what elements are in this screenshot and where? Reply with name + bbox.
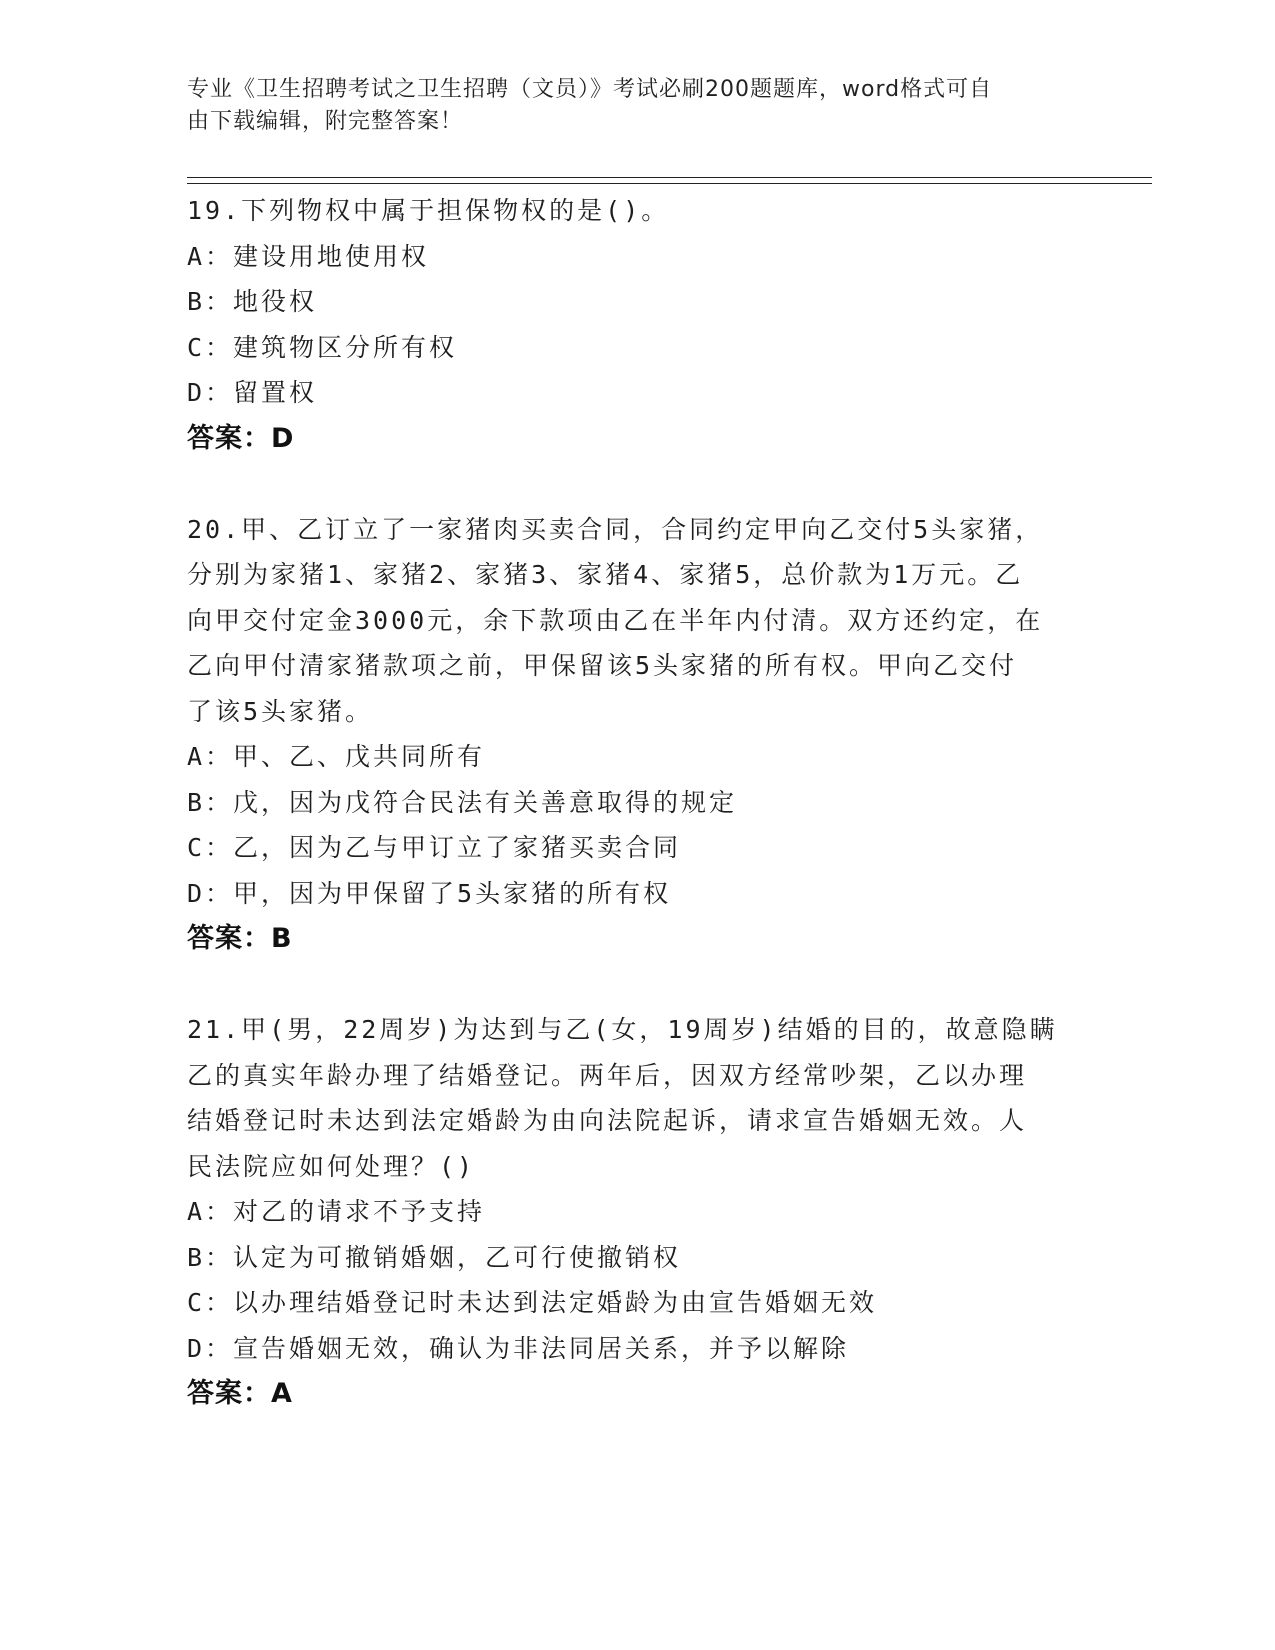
question-stem-line: 19.下列物权中属于担保物权的是()。 [187,196,670,225]
option-c: C：乙，因为乙与甲订立了家猪买卖合同 [187,833,682,862]
question-stem-line: 21.甲(男，22周岁)为达到与乙(女，19周岁)结婚的目的，故意隐瞒 [187,1015,1058,1044]
question-stem-line: 分别为家猪1、家猪2、家猪3、家猪4、家猪5，总价款为1万元。乙 [187,560,1024,589]
option-c: C：以办理结婚登记时未达到法定婚龄为由宣告婚姻无效 [187,1288,878,1317]
answer-line: 答案：B [187,923,293,954]
option-d: D：宣告婚姻无效，确认为非法同居关系，并予以解除 [187,1333,850,1363]
header-divider-bottom [187,183,1152,184]
question-stem-line: 结婚登记时未达到法定婚龄为由向法院起诉，请求宣告婚姻无效。人 [187,1106,1028,1135]
option-b: B：地役权 [187,287,318,316]
option-d: D：留置权 [187,378,318,407]
question-20 [187,507,1087,962]
option-b: B：戊，因为戊符合民法有关善意取得的规定 [187,787,738,817]
header-line-1: 专业《卫生招聘考试之卫生招聘（文员）》考试必刷200题题库，word格式可自 [187,77,993,102]
option-b: B：认定为可撤销婚姻，乙可行使撤销权 [187,1242,682,1272]
question-stem-line: 乙的真实年龄办理了结婚登记。两年后，因双方经常吵架，乙以办理 [187,1060,1028,1090]
header-line-2: 由下载编辑，附完整答案！ [187,109,464,134]
option-a: A：甲、乙、戊共同所有 [187,742,486,771]
option-a: A：建设用地使用权 [187,241,430,271]
question-stem-line: 了该5头家猪。 [187,696,374,726]
question-stem-line: 民法院应如何处理？() [187,1151,476,1181]
question-spacer [187,962,1087,1008]
question-spacer [187,461,1087,507]
question-list [187,188,1087,1417]
option-a: A：对乙的请求不予支持 [187,1197,486,1226]
option-d: D：甲，因为甲保留了5头家猪的所有权 [187,878,672,908]
document-header [187,74,1077,138]
option-c: C：建筑物区分所有权 [187,332,458,362]
header-divider-top [187,177,1152,178]
question-19 [187,188,1087,461]
question-stem-line: 向甲交付定金3000元，余下款项由乙在半年内付清。双方还约定，在 [187,605,1044,635]
question-stem-line: 乙向甲付清家猪款项之前，甲保留该5头家猪的所有权。甲向乙交付 [187,651,1018,680]
answer-line: 答案：D [187,422,295,454]
question-stem-line: 20.甲、乙订立了一家猪肉买卖合同，合同约定甲向乙交付5头家猪， [187,514,1044,544]
answer-line: 答案：A [187,1378,293,1409]
question-21 [187,1007,1087,1417]
